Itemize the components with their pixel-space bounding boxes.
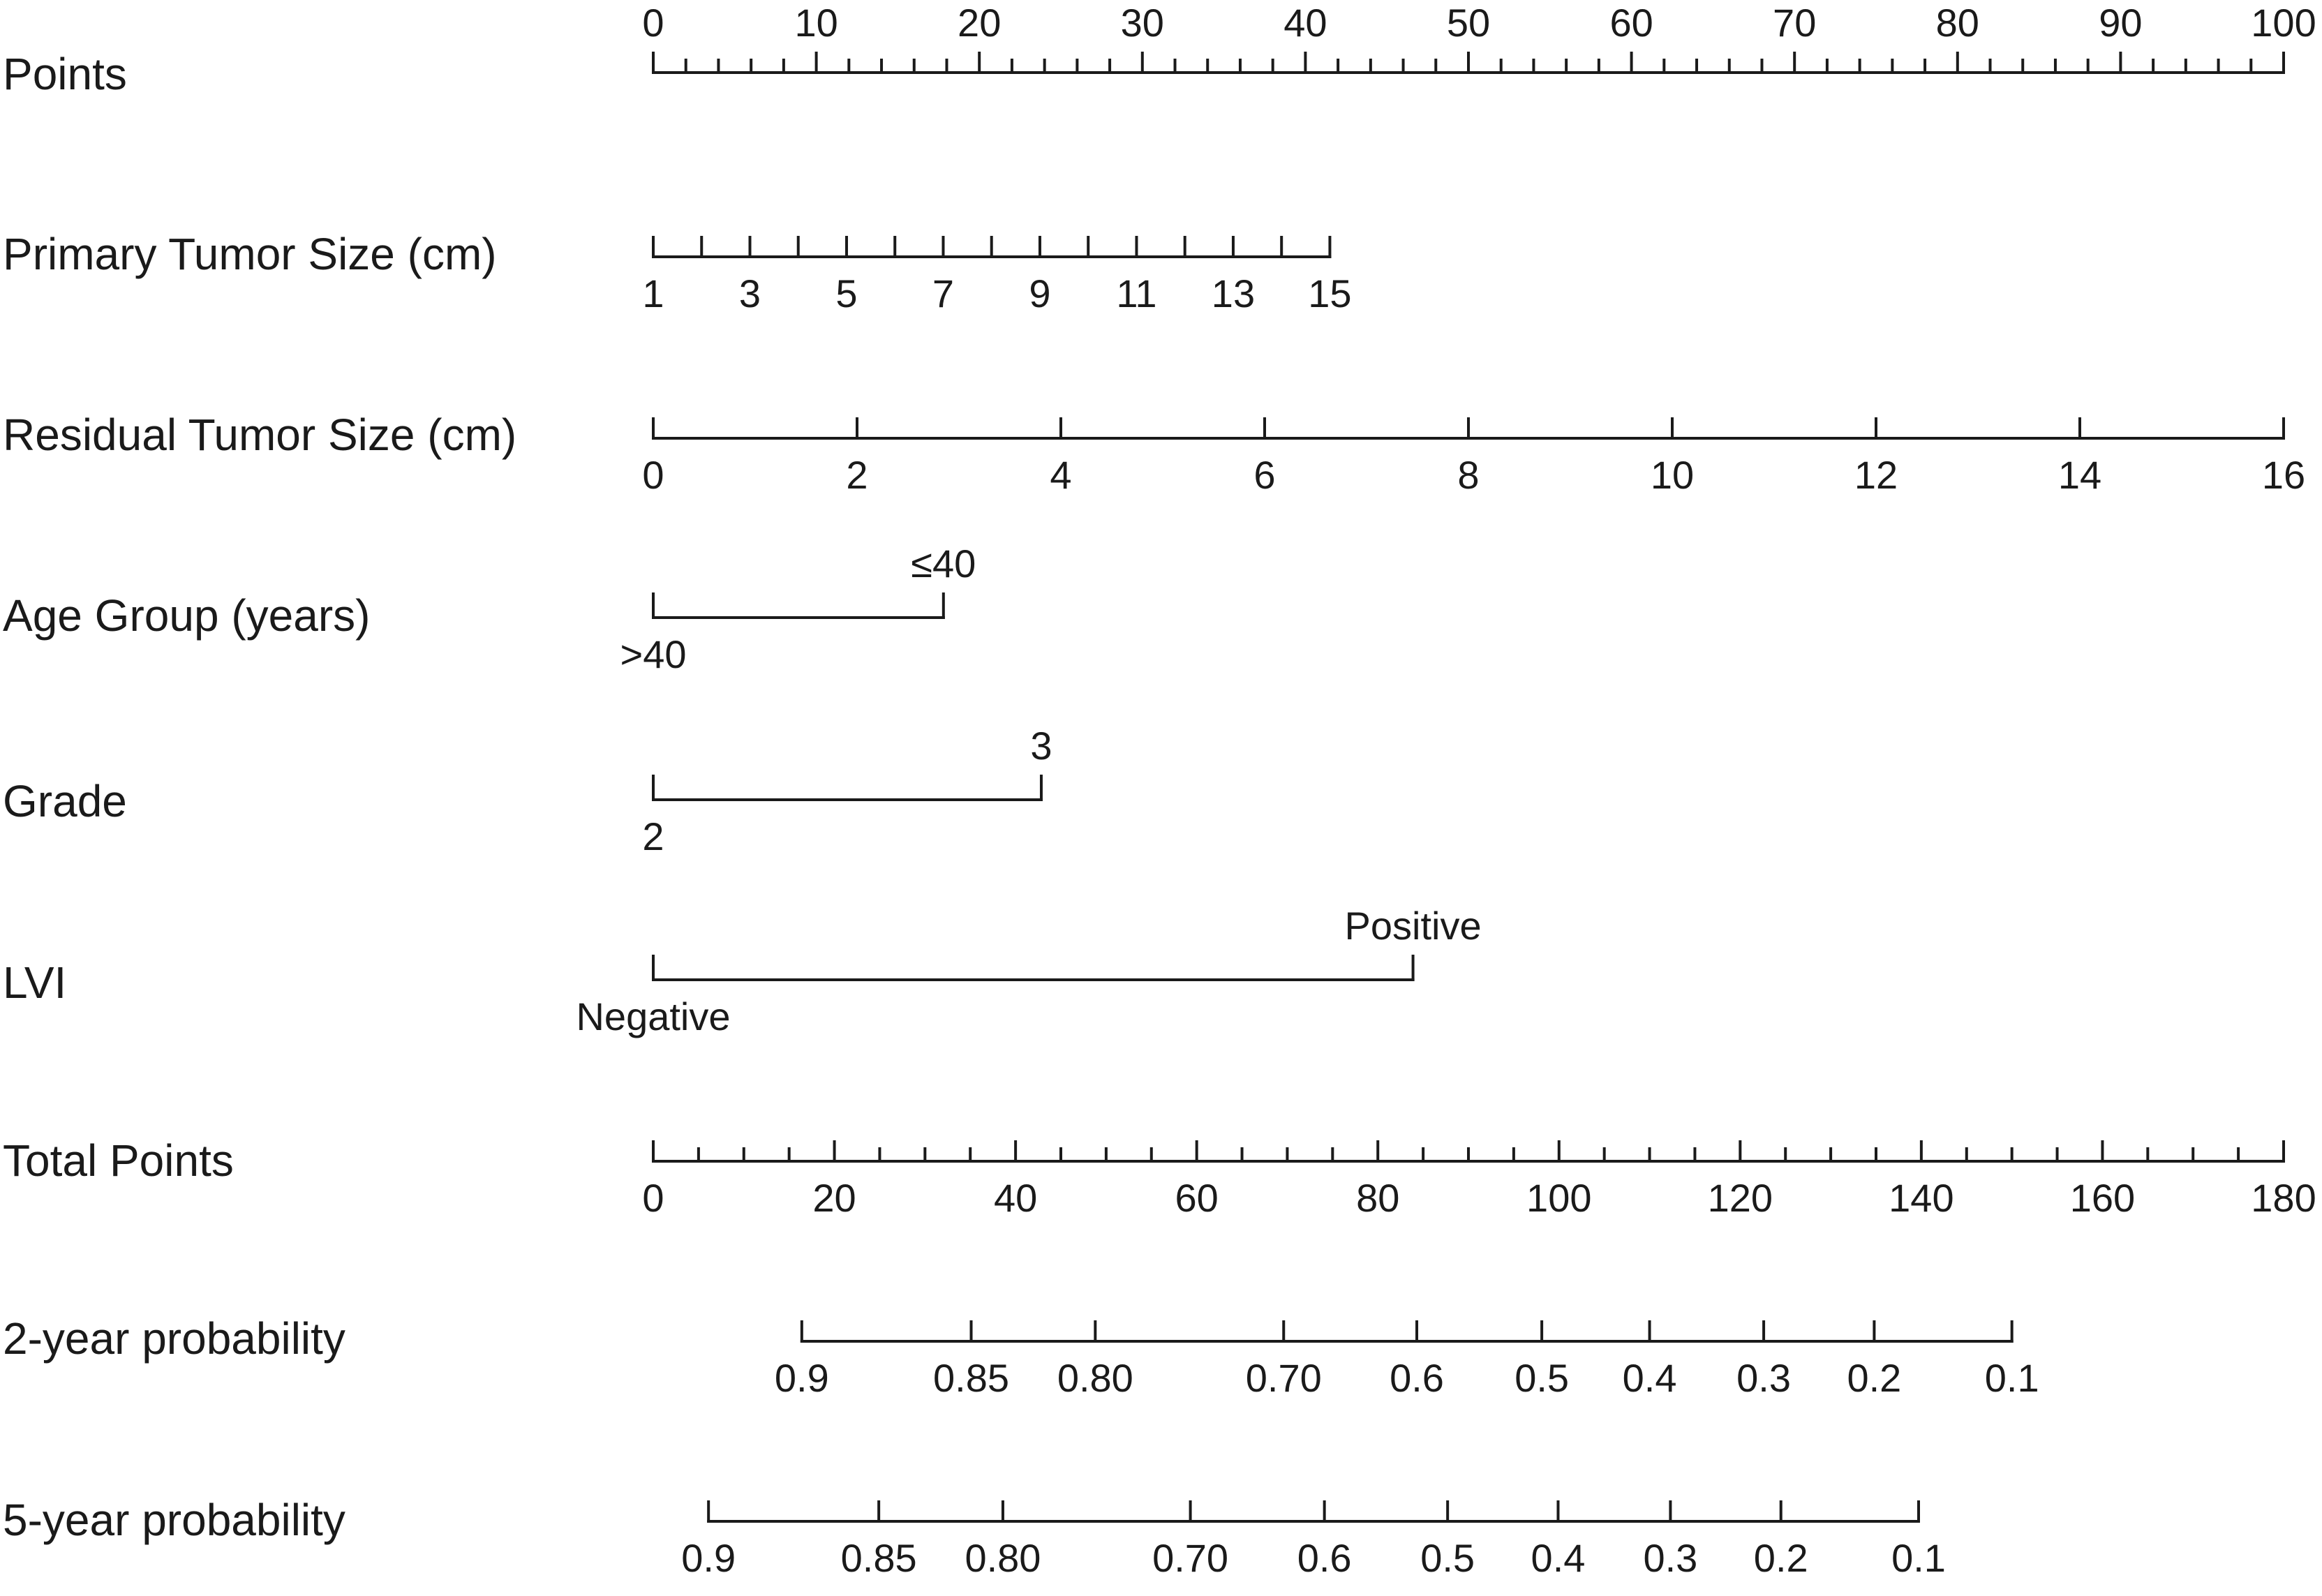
5-year-probability-label-0p70: 0.70 — [1152, 1536, 1229, 1580]
5-year-probability-label-0p80: 0.80 — [965, 1536, 1041, 1580]
grade-row-label: Grade — [3, 776, 127, 826]
primary-tumor-size-cm-label-15: 15 — [1308, 271, 1352, 315]
points-label-20: 20 — [958, 1, 1002, 45]
total-points-label-140: 140 — [1889, 1176, 1954, 1220]
points-label-90: 90 — [2099, 1, 2143, 45]
residual-tumor-size-cm-label-4: 4 — [1050, 453, 1072, 497]
total-points-label-0: 0 — [642, 1176, 664, 1220]
2-year-probability-label-0p1: 0.1 — [1984, 1356, 2039, 1400]
age-group-years-label-le40: ≤40 — [911, 542, 976, 586]
points-row-label: Points — [3, 49, 127, 99]
total-points-label-100: 100 — [1526, 1176, 1592, 1220]
age-group-years-row-label: Age Group (years) — [3, 590, 371, 641]
primary-tumor-size-cm-label-9: 9 — [1029, 271, 1051, 315]
5-year-probability-label-0p6: 0.6 — [1297, 1536, 1352, 1580]
lvi-label-negative: Negative — [576, 994, 731, 1038]
total-points-label-160: 160 — [2069, 1176, 2136, 1220]
total-points-row-label: Total Points — [3, 1135, 234, 1186]
5-year-probability-label-0p2: 0.2 — [1753, 1536, 1808, 1580]
2-year-probability-label-0p5: 0.5 — [1514, 1356, 1570, 1400]
2-year-probability-label-0p6: 0.6 — [1390, 1356, 1444, 1400]
primary-tumor-size-cm-label-7: 7 — [932, 271, 955, 315]
lvi-label-positive: Positive — [1344, 904, 1482, 948]
primary-tumor-size-cm-label-11: 11 — [1116, 271, 1157, 315]
residual-tumor-size-cm-label-10: 10 — [1650, 453, 1695, 497]
2-year-probability-label-0p2: 0.2 — [1847, 1356, 1902, 1400]
primary-tumor-size-cm-label-13: 13 — [1211, 271, 1256, 315]
5-year-probability-label-0p85: 0.85 — [840, 1536, 917, 1580]
residual-tumor-size-cm-row-label: Residual Tumor Size (cm) — [3, 410, 517, 460]
residual-tumor-size-cm-label-12: 12 — [1854, 453, 1898, 497]
total-points-label-20: 20 — [812, 1176, 856, 1220]
total-points-label-120: 120 — [1707, 1176, 1773, 1220]
5-year-probability-label-0p9: 0.9 — [681, 1536, 736, 1580]
2-year-probability-label-0p4: 0.4 — [1622, 1356, 1677, 1400]
points-label-0: 0 — [642, 1, 664, 45]
total-points-label-40: 40 — [993, 1176, 1038, 1220]
total-points-label-60: 60 — [1175, 1176, 1219, 1220]
residual-tumor-size-cm-label-14: 14 — [2057, 453, 2102, 497]
residual-tumor-size-cm-label-0: 0 — [642, 453, 664, 497]
5-year-probability-label-0p3: 0.3 — [1643, 1536, 1698, 1580]
lvi-row-label: LVI — [3, 957, 67, 1008]
2-year-probability-label-0p80: 0.80 — [1057, 1356, 1133, 1400]
2-year-probability-label-0p70: 0.70 — [1245, 1356, 1322, 1400]
age-group-years-label-gt40: >40 — [620, 632, 687, 676]
total-points-label-180: 180 — [2251, 1176, 2316, 1220]
5-year-probability-row-label: 5-year probability — [3, 1495, 345, 1545]
2-year-probability-row-label: 2-year probability — [3, 1313, 345, 1364]
residual-tumor-size-cm-label-2: 2 — [846, 453, 868, 497]
points-label-80: 80 — [1935, 1, 1979, 45]
grade-label-2: 2 — [642, 814, 664, 858]
points-label-10: 10 — [794, 1, 838, 45]
residual-tumor-size-cm-label-6: 6 — [1253, 453, 1276, 497]
residual-tumor-size-cm-label-8: 8 — [1457, 453, 1480, 497]
points-label-50: 50 — [1446, 1, 1491, 45]
points-label-60: 60 — [1609, 1, 1653, 45]
2-year-probability-label-0p3: 0.3 — [1736, 1356, 1792, 1400]
total-points-label-80: 80 — [1356, 1176, 1400, 1220]
primary-tumor-size-cm-label-5: 5 — [835, 271, 858, 315]
points-label-30: 30 — [1120, 1, 1164, 45]
5-year-probability-label-0p4: 0.4 — [1531, 1536, 1586, 1580]
primary-tumor-size-cm-label-3: 3 — [738, 271, 761, 315]
5-year-probability-label-0p5: 0.5 — [1420, 1536, 1475, 1580]
grade-label-3: 3 — [1030, 724, 1052, 768]
primary-tumor-size-cm-label-1: 1 — [642, 271, 664, 315]
residual-tumor-size-cm-label-16: 16 — [2261, 453, 2306, 497]
primary-tumor-size-cm-row-label: Primary Tumor Size (cm) — [3, 229, 497, 279]
points-label-100: 100 — [2251, 1, 2316, 45]
2-year-probability-label-0p9: 0.9 — [774, 1356, 829, 1400]
5-year-probability-label-0p1: 0.1 — [1891, 1536, 1946, 1580]
points-label-40: 40 — [1283, 1, 1327, 45]
points-label-70: 70 — [1773, 1, 1817, 45]
2-year-probability-label-0p85: 0.85 — [933, 1356, 1010, 1400]
